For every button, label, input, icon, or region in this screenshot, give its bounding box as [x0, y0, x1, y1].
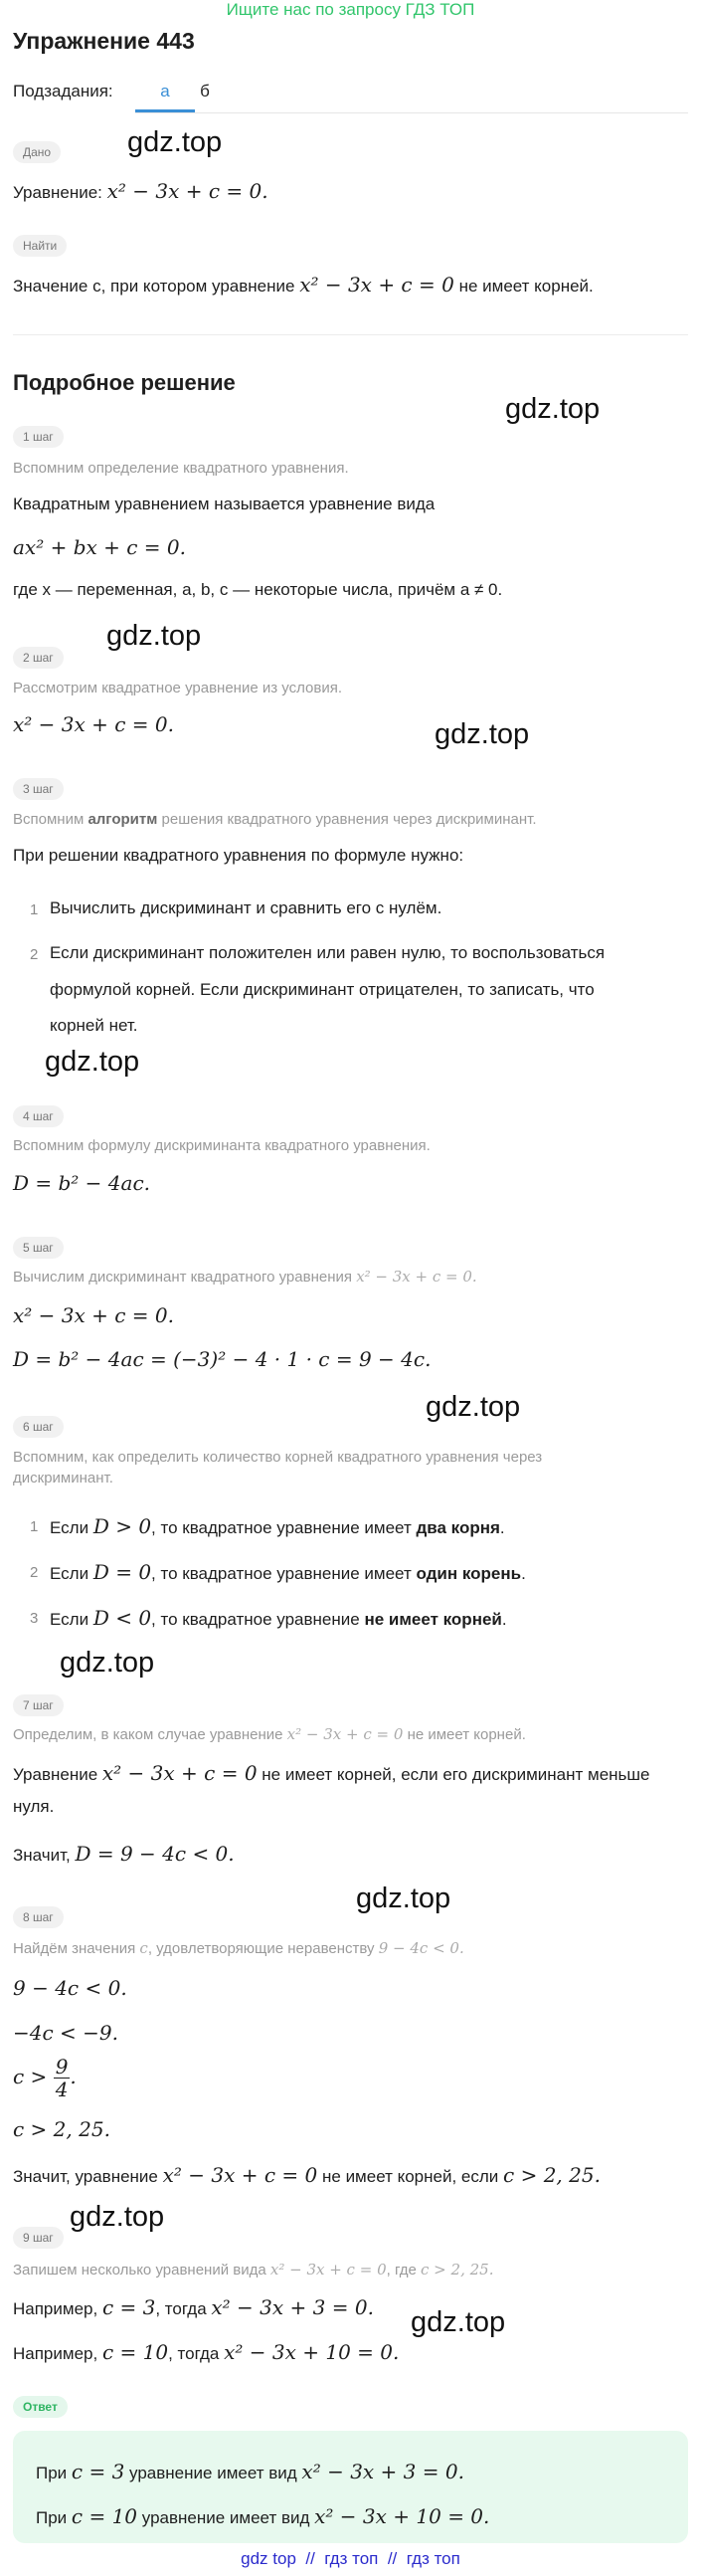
tabs-divider: [135, 112, 688, 113]
fraction: [54, 2056, 71, 2100]
step8-equation3: [13, 2056, 77, 2100]
step8-chip: 8 шаг: [13, 1906, 64, 1928]
concl-equation2: c > 2, 25.: [503, 2163, 601, 2187]
step9-note-equation: x² − 3x + c = 0: [269, 2261, 387, 2279]
item-end: .: [501, 1610, 507, 1629]
step6-chip: 6 шаг: [13, 1416, 64, 1438]
item-bold: не имеет корней: [364, 1610, 502, 1629]
ans2-equation2: x² − 3x + 10 = 0.: [314, 2504, 490, 2528]
step4-note: Вспомним формулу дискриминанта квадратного уравнения.: [13, 1137, 431, 1154]
step5-note: [13, 1268, 477, 1286]
step7-line1: [13, 1761, 649, 1785]
step9-chip: 9 шаг: [13, 2227, 64, 2249]
ans1-equation2: x² − 3x + 3 = 0.: [301, 2460, 464, 2483]
ans1-before: При: [36, 2464, 68, 2482]
given-line: [13, 179, 268, 203]
watermark: gdz.top: [45, 1046, 140, 1078]
step7-line1-before: Уравнение: [13, 1765, 98, 1784]
list-item: корней нет.: [50, 1016, 138, 1035]
step7-line2: нуля.: [13, 1797, 55, 1816]
solution-title: Подробное решение: [13, 370, 236, 395]
step8-note-variable: c: [139, 1939, 148, 1957]
step8-conclusion: [13, 2163, 601, 2187]
ans1-equation: c = 3: [71, 2460, 125, 2483]
step1-line2: где x — переменная, a, b, c — некоторые числа, причём a ≠ 0.: [13, 580, 503, 599]
answer-chip: Ответ: [13, 2396, 68, 2418]
step7-note: [13, 1725, 526, 1743]
item-before: Если: [50, 1564, 89, 1583]
step5-chip: 5 шаг: [13, 1237, 64, 1259]
answer-line1: [36, 2460, 464, 2483]
step7-line3-equation: D = 9 − 4c < 0.: [75, 1842, 235, 1866]
step8-equation4: c > 2, 25.: [13, 2117, 110, 2141]
step6-note-line1: Вспомним, как определить количество корней квадратного уравнения через: [13, 1449, 543, 1466]
step8-note-equation: 9 − 4c < 0.: [378, 1939, 464, 1957]
eq3-end: .: [70, 2065, 77, 2088]
step7-line1-after: не имеет корней, если его дискриминант меньше: [262, 1765, 650, 1784]
step3-intro: При решении квадратного уравнения по формуле нужно:: [13, 846, 464, 865]
item-middle: , то квадратное уравнение: [151, 1610, 360, 1629]
find-line: [13, 273, 594, 297]
fraction-denominator: 4: [55, 2078, 69, 2101]
list-item: [50, 1514, 505, 1538]
item-before: Если: [50, 1518, 89, 1537]
list-number: 1: [30, 1518, 39, 1535]
find-text-before: Значение c, при котором уравнение: [13, 277, 295, 296]
step2-chip: 2 шаг: [13, 647, 64, 669]
list-number: 1: [30, 901, 39, 918]
ex1-equation: c = 3: [101, 2295, 156, 2319]
step8-equation1: 9 − 4c < 0.: [13, 1976, 127, 2000]
item-middle: , то квадратное уравнение имеет: [151, 1564, 412, 1583]
given-label: Уравнение:: [13, 183, 102, 202]
list-item: Если дискриминант положителен или равен нулю, то воспользоваться: [50, 943, 606, 962]
step4-equation: D = b² − 4ac.: [13, 1171, 151, 1195]
step7-note-before: Определим, в каком случае уравнение: [13, 1726, 283, 1743]
ex2-equation: c = 10: [101, 2340, 169, 2364]
step8-note: [13, 1939, 464, 1957]
tab-a[interactable]: а: [160, 82, 170, 100]
step5-note-text: Вычислим дискриминант квадратного уравнения: [13, 1269, 353, 1286]
item-bold: два корня: [416, 1518, 500, 1537]
step9-example2: [13, 2340, 399, 2364]
tab-b[interactable]: б: [200, 82, 210, 100]
watermark: gdz.top: [127, 126, 223, 158]
concl-before: Значит, уравнение: [13, 2167, 158, 2186]
step2-note: Рассмотрим квадратное уравнение из условия.: [13, 680, 343, 696]
step7-line3: [13, 1842, 235, 1866]
item-condition: D < 0: [92, 1606, 152, 1630]
ex1-middle: , тогда: [155, 2299, 207, 2318]
step8-equation2: −4c < −9.: [13, 2021, 118, 2045]
step2-equation: x² − 3x + c = 0.: [13, 712, 175, 736]
step7-note-after: не имеет корней.: [407, 1726, 526, 1743]
step7-chip: 7 шаг: [13, 1694, 64, 1716]
ans1-middle: уравнение имеет вид: [129, 2464, 297, 2482]
step9-note-equation2: c > 2, 25.: [421, 2261, 494, 2279]
ex2-before: Например,: [13, 2344, 98, 2363]
answer-line2: [36, 2504, 489, 2528]
list-item: [50, 1560, 526, 1584]
step8-note-middle: , удовлетворяющие неравенству: [147, 1940, 375, 1957]
page-title: Упражнение 443: [13, 28, 195, 54]
list-item: формулой корней. Если дискриминант отрицателен, то записать, что: [50, 980, 595, 999]
item-end: .: [521, 1564, 526, 1583]
given-equation: x² − 3x + c = 0.: [106, 179, 268, 203]
step3-note-before: Вспомним: [13, 811, 85, 828]
list-number: 2: [30, 946, 39, 963]
item-condition: D > 0: [92, 1514, 152, 1538]
step1-note: Вспомним определение квадратного уравнения.: [13, 460, 349, 477]
item-end: .: [499, 1518, 505, 1537]
watermark: gdz.top: [356, 1882, 451, 1914]
step9-note-before: Запишем несколько уравнений вида: [13, 2262, 266, 2279]
step9-note-middle: , где: [386, 2262, 417, 2279]
divider: [13, 334, 688, 335]
ex2-middle: , тогда: [168, 2344, 220, 2363]
step5-equation1: x² − 3x + c = 0.: [13, 1303, 175, 1327]
step9-example1: [13, 2295, 374, 2319]
step1-line1: Квадратным уравнением называется уравнение вида: [13, 495, 436, 513]
step1-equation: ax² + bx + c = 0.: [13, 535, 187, 559]
concl-middle: не имеет корней, если: [322, 2167, 499, 2186]
ans2-before: При: [36, 2508, 68, 2527]
given-chip: Дано: [13, 141, 61, 163]
step1-chip: 1 шаг: [13, 426, 64, 448]
item-middle: , то квадратное уравнение имеет: [151, 1518, 412, 1537]
watermark: gdz.top: [106, 620, 202, 652]
list-number: 3: [30, 1610, 39, 1627]
subtasks-label: Подзадания:: [13, 82, 113, 100]
ans2-equation: c = 10: [71, 2504, 138, 2528]
step8-note-before: Найдём значения: [13, 1940, 136, 1957]
step7-line1-equation: x² − 3x + c = 0: [101, 1761, 258, 1785]
step7-note-equation: x² − 3x + c = 0: [286, 1725, 404, 1743]
step9-note: [13, 2261, 493, 2279]
step3-note-bold: алгоритм: [88, 811, 158, 828]
list-number: 2: [30, 1564, 39, 1581]
watermark: gdz.top: [70, 2201, 165, 2233]
concl-equation: x² − 3x + c = 0: [162, 2163, 318, 2187]
footer-links[interactable]: gdz top // гдз топ // гдз топ: [241, 2549, 460, 2568]
step5-note-equation: x² − 3x + c = 0.: [356, 1268, 477, 1286]
watermark: gdz.top: [435, 718, 530, 750]
find-text-after: не имеет корней.: [458, 277, 594, 296]
item-bold: один корень: [416, 1564, 522, 1583]
watermark: gdz.top: [426, 1391, 521, 1423]
find-equation: x² − 3x + c = 0: [299, 273, 454, 297]
fraction-numerator: 9: [55, 2055, 69, 2079]
item-condition: D = 0: [92, 1560, 152, 1584]
list-item: Вычислить дискриминант и сравнить его с нулём.: [50, 898, 442, 917]
step6-note-line2: дискриминант.: [13, 1470, 113, 1486]
eq3-left: c >: [13, 2065, 48, 2088]
step3-note: [13, 811, 537, 828]
list-item: [50, 1606, 507, 1630]
step5-equation2: D = b² − 4ac = (−3)² − 4 · 1 · c = 9 − 4c.: [13, 1347, 432, 1371]
watermark: gdz.top: [505, 393, 601, 425]
step7-line3-before: Значит,: [13, 1846, 71, 1865]
step3-chip: 3 шаг: [13, 778, 64, 800]
top-banner[interactable]: Ищите нас по запросу ГДЗ ТОП: [226, 0, 475, 19]
step3-note-after: решения квадратного уравнения через дискриминант.: [161, 811, 537, 828]
watermark: gdz.top: [60, 1647, 155, 1679]
ex1-before: Например,: [13, 2299, 98, 2318]
watermark: gdz.top: [411, 2306, 506, 2338]
ex2-equation2: x² − 3x + 10 = 0.: [224, 2340, 400, 2364]
item-before: Если: [50, 1610, 89, 1629]
ans2-middle: уравнение имеет вид: [141, 2508, 310, 2527]
find-chip: Найти: [13, 235, 67, 257]
ex1-equation2: x² − 3x + 3 = 0.: [211, 2295, 374, 2319]
step4-chip: 4 шаг: [13, 1105, 64, 1127]
